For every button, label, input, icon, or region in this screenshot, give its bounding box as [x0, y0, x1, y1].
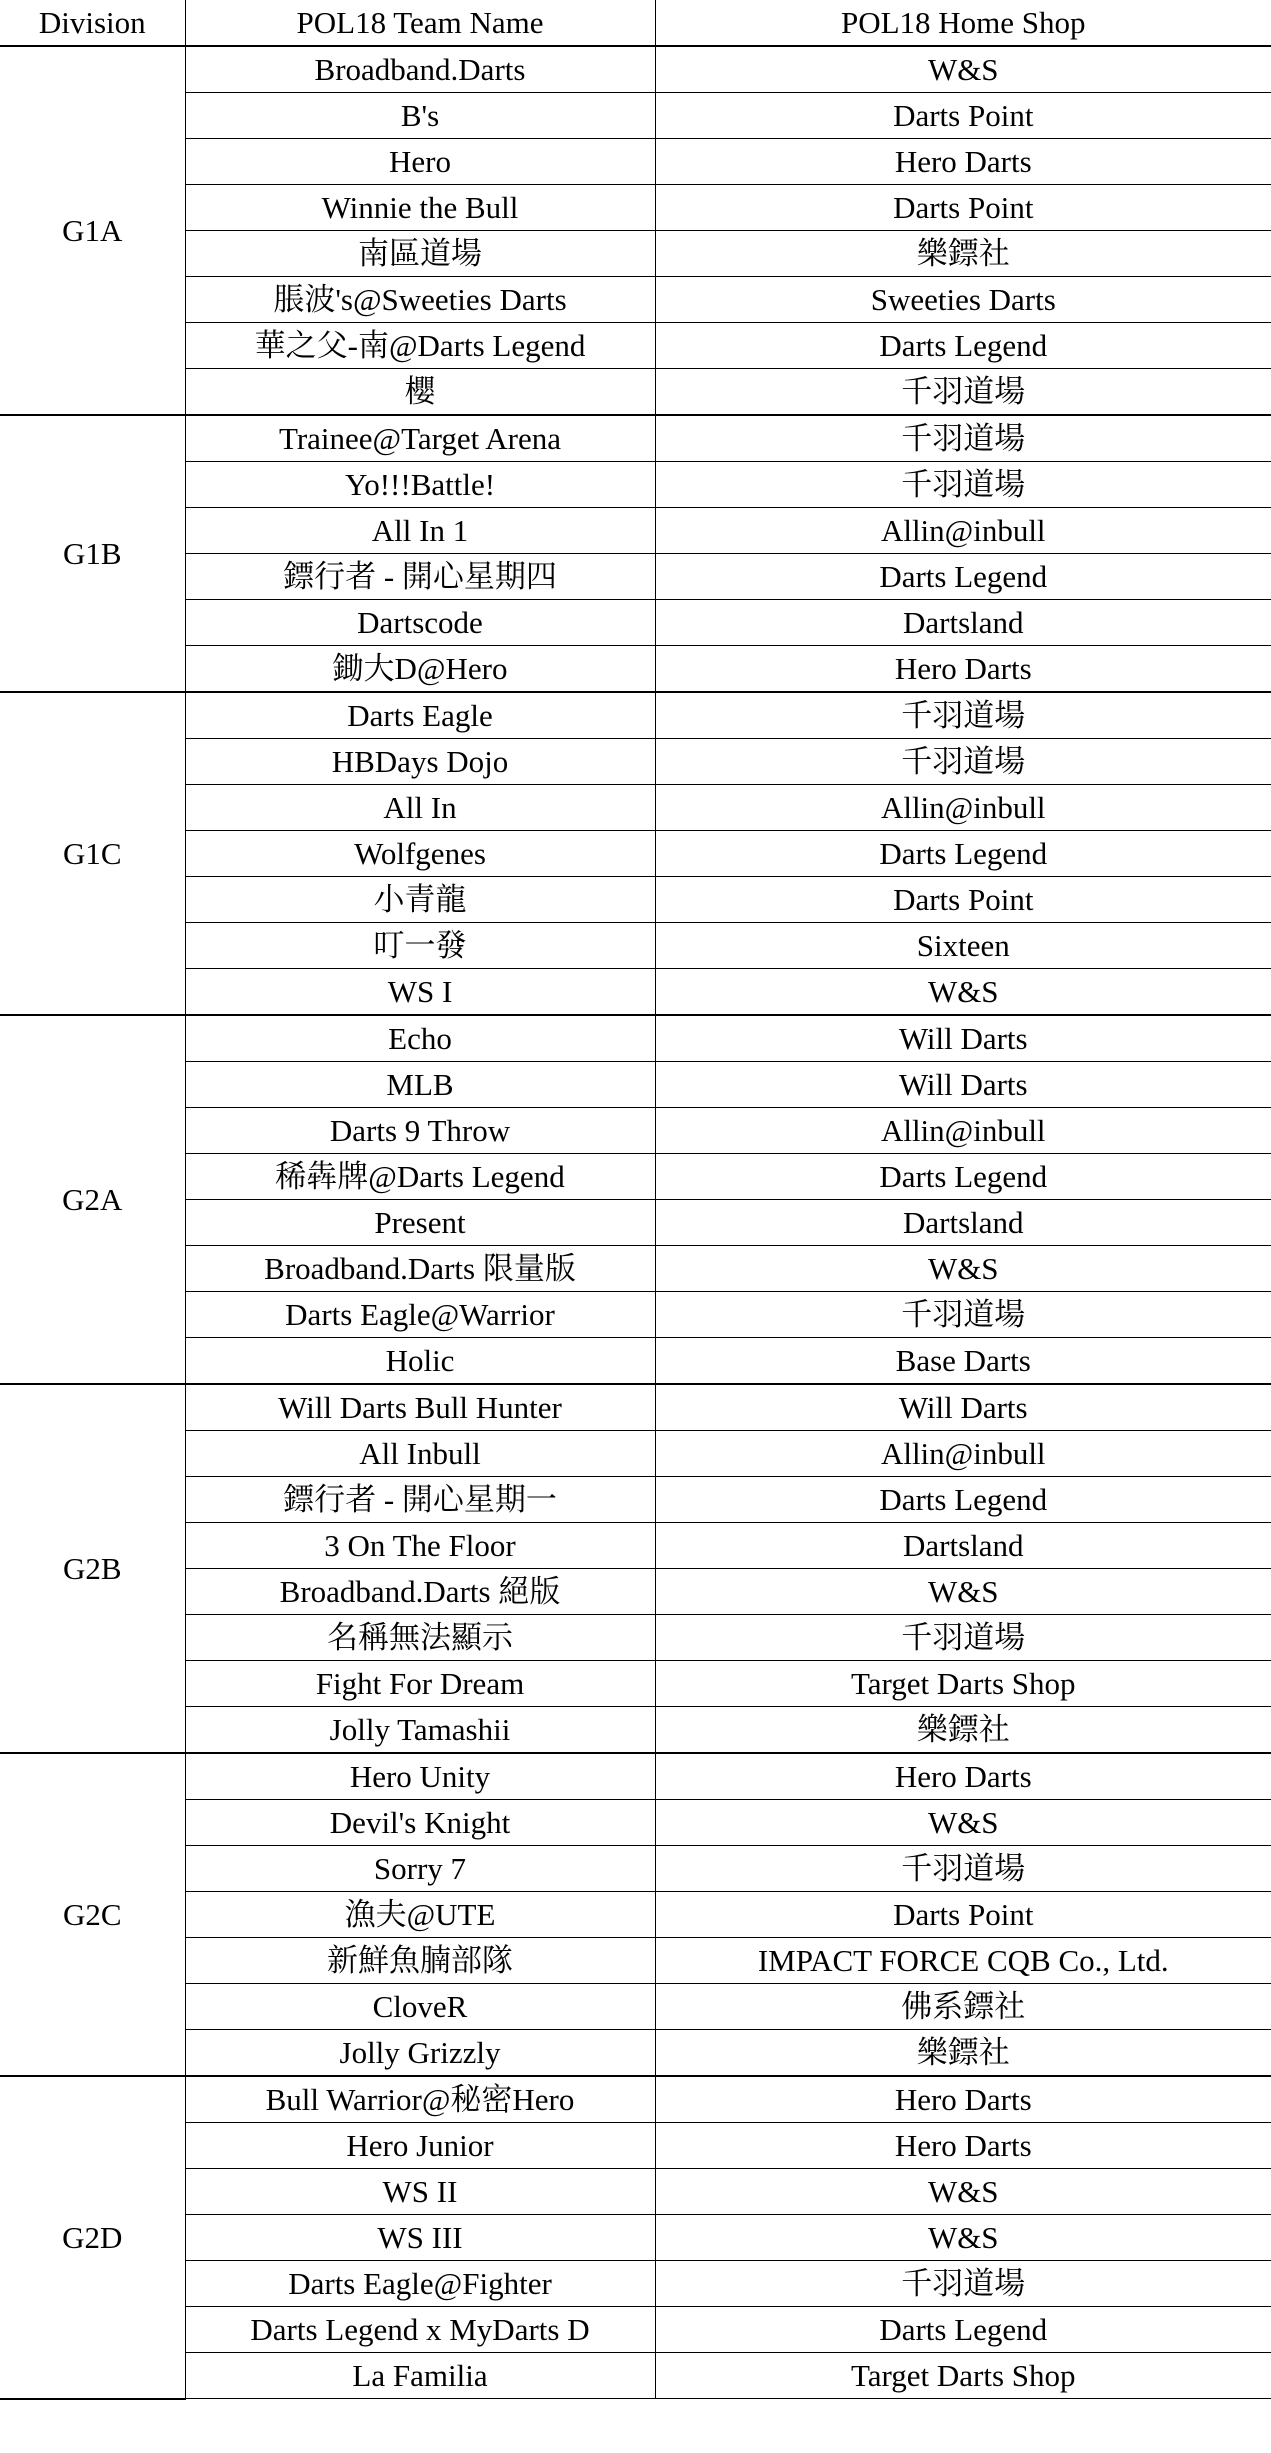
team-name-cell: 南區道場 [185, 231, 655, 277]
table-row [0, 369, 1271, 416]
home-shop-cell: Dartsland [655, 600, 1271, 646]
team-name-cell: 櫻 [185, 369, 655, 416]
team-name-cell: Broadband.Darts 絕版 [185, 1569, 655, 1615]
team-name-cell: Fight For Dream [185, 1661, 655, 1707]
table-row [0, 2307, 1271, 2353]
division-cell: G1C [0, 692, 185, 1015]
table-row [0, 1615, 1271, 1661]
team-name-cell: Hero Unity [185, 1753, 655, 1800]
table-row [0, 1984, 1271, 2030]
division-cell: G2B [0, 1384, 185, 1753]
table-row [0, 1108, 1271, 1154]
table-row [0, 415, 1271, 462]
table-row [0, 785, 1271, 831]
home-shop-cell: Allin@inbull [655, 1431, 1271, 1477]
home-shop-cell: Sixteen [655, 923, 1271, 969]
home-shop-cell: Hero Darts [655, 2076, 1271, 2123]
table-row [0, 2169, 1271, 2215]
team-name-cell: 鋤大D@Hero [185, 646, 655, 693]
table-row [0, 1246, 1271, 1292]
home-shop-cell: IMPACT FORCE CQB Co., Ltd. [655, 1938, 1271, 1984]
home-shop-cell: W&S [655, 2215, 1271, 2261]
team-name-cell: 漁夫@UTE [185, 1892, 655, 1938]
table-row [0, 1154, 1271, 1200]
home-shop-cell: Dartsland [655, 1200, 1271, 1246]
team-name-cell: 脹波's@Sweeties Darts [185, 277, 655, 323]
team-name-cell: Broadband.Darts 限量版 [185, 1246, 655, 1292]
home-shop-cell: Darts Point [655, 877, 1271, 923]
home-shop-cell: W&S [655, 969, 1271, 1016]
home-shop-cell: 千羽道場 [655, 1615, 1271, 1661]
table-row [0, 46, 1271, 93]
team-name-cell: WS I [185, 969, 655, 1016]
home-shop-cell: Darts Legend [655, 323, 1271, 369]
home-shop-cell: Will Darts [655, 1062, 1271, 1108]
team-name-cell: 華之父-南@Darts Legend [185, 323, 655, 369]
team-name-cell: Echo [185, 1015, 655, 1062]
header-row [0, 0, 1271, 46]
table-row [0, 831, 1271, 877]
team-name-cell: Holic [185, 1338, 655, 1385]
team-name-cell: Darts Eagle@Warrior [185, 1292, 655, 1338]
team-name-cell: La Familia [185, 2353, 655, 2399]
home-shop-cell: Target Darts Shop [655, 1661, 1271, 1707]
table-row [0, 1938, 1271, 1984]
team-name-cell: MLB [185, 1062, 655, 1108]
team-name-cell: 鏢行者 - 開心星期一 [185, 1477, 655, 1523]
home-shop-cell: 佛系鏢社 [655, 1984, 1271, 2030]
home-shop-cell: Hero Darts [655, 2123, 1271, 2169]
table-row [0, 508, 1271, 554]
home-shop-header: POL18 Home Shop [655, 0, 1271, 46]
table-row [0, 1800, 1271, 1846]
team-name-cell: All Inbull [185, 1431, 655, 1477]
home-shop-cell: Allin@inbull [655, 508, 1271, 554]
table-row [0, 2215, 1271, 2261]
home-shop-cell: Darts Point [655, 185, 1271, 231]
table-body [0, 46, 1271, 2399]
home-shop-cell: Darts Legend [655, 1154, 1271, 1200]
table-row [0, 1569, 1271, 1615]
team-name-cell: Jolly Grizzly [185, 2030, 655, 2077]
home-shop-cell: Hero Darts [655, 139, 1271, 185]
home-shop-cell: W&S [655, 2169, 1271, 2215]
team-name-cell: Present [185, 1200, 655, 1246]
table-row [0, 1846, 1271, 1892]
team-name-cell: Yo!!!Battle! [185, 462, 655, 508]
team-name-cell: Darts 9 Throw [185, 1108, 655, 1154]
home-shop-cell: 千羽道場 [655, 692, 1271, 739]
table-row [0, 646, 1271, 693]
team-name-cell: WS II [185, 2169, 655, 2215]
team-name-cell: WS III [185, 2215, 655, 2261]
table-row [0, 323, 1271, 369]
table-row [0, 185, 1271, 231]
table-row [0, 692, 1271, 739]
team-name-cell: 叮一發 [185, 923, 655, 969]
home-shop-cell: Hero Darts [655, 1753, 1271, 1800]
team-name-cell: 新鮮魚腩部隊 [185, 1938, 655, 1984]
team-name-cell: Devil's Knight [185, 1800, 655, 1846]
home-shop-cell: Darts Legend [655, 1477, 1271, 1523]
team-name-cell: B's [185, 93, 655, 139]
home-shop-cell: 千羽道場 [655, 415, 1271, 462]
team-name-cell: HBDays Dojo [185, 739, 655, 785]
team-name-cell: Winnie the Bull [185, 185, 655, 231]
team-name-cell: 鏢行者 - 開心星期四 [185, 554, 655, 600]
team-name-cell: Hero Junior [185, 2123, 655, 2169]
home-shop-cell: 千羽道場 [655, 739, 1271, 785]
home-shop-cell: Allin@inbull [655, 1108, 1271, 1154]
team-name-cell: Sorry 7 [185, 1846, 655, 1892]
team-name-cell: Wolfgenes [185, 831, 655, 877]
table-row [0, 1292, 1271, 1338]
table-row [0, 2261, 1271, 2307]
table-row [0, 1477, 1271, 1523]
table-row [0, 739, 1271, 785]
team-name-cell: 名稱無法顯示 [185, 1615, 655, 1661]
table-row [0, 923, 1271, 969]
table-row [0, 2123, 1271, 2169]
team-name-cell: All In 1 [185, 508, 655, 554]
table-row [0, 462, 1271, 508]
team-name-cell: Bull Warrior@秘密Hero [185, 2076, 655, 2123]
home-shop-cell: 千羽道場 [655, 1846, 1271, 1892]
team-name-cell: Jolly Tamashii [185, 1707, 655, 1754]
home-shop-cell: 樂鏢社 [655, 231, 1271, 277]
division-header: Division [0, 0, 185, 46]
table-row [0, 2353, 1271, 2399]
table-row [0, 969, 1271, 1016]
home-shop-cell: Sweeties Darts [655, 277, 1271, 323]
table-row [0, 277, 1271, 323]
table-row [0, 1200, 1271, 1246]
division-cell: G2D [0, 2076, 185, 2399]
table-row [0, 554, 1271, 600]
table-row [0, 877, 1271, 923]
team-name-cell: Hero [185, 139, 655, 185]
table-row [0, 1431, 1271, 1477]
home-shop-cell: W&S [655, 1800, 1271, 1846]
home-shop-cell: W&S [655, 1569, 1271, 1615]
home-shop-cell: 千羽道場 [655, 462, 1271, 508]
home-shop-cell: 樂鏢社 [655, 1707, 1271, 1754]
team-name-cell: Darts Eagle@Fighter [185, 2261, 655, 2307]
table-row [0, 1015, 1271, 1062]
home-shop-cell: Darts Legend [655, 831, 1271, 877]
team-name-cell: Darts Legend x MyDarts D [185, 2307, 655, 2353]
home-shop-cell: 千羽道場 [655, 1292, 1271, 1338]
home-shop-cell: Darts Legend [655, 554, 1271, 600]
home-shop-cell: Darts Point [655, 93, 1271, 139]
team-name-cell: Trainee@Target Arena [185, 415, 655, 462]
table-row [0, 1384, 1271, 1431]
division-cell: G1B [0, 415, 185, 692]
table-row [0, 1062, 1271, 1108]
home-shop-cell: Hero Darts [655, 646, 1271, 693]
home-shop-cell: W&S [655, 1246, 1271, 1292]
division-cell: G1A [0, 46, 185, 415]
team-name-cell: 稀犇牌@Darts Legend [185, 1154, 655, 1200]
table-row [0, 93, 1271, 139]
table-row [0, 600, 1271, 646]
home-shop-cell: Will Darts [655, 1015, 1271, 1062]
home-shop-cell: Dartsland [655, 1523, 1271, 1569]
table-row [0, 139, 1271, 185]
team-name-cell: Darts Eagle [185, 692, 655, 739]
team-name-cell: All In [185, 785, 655, 831]
table-row [0, 1338, 1271, 1385]
team-name-cell: Broadband.Darts [185, 46, 655, 93]
table-row [0, 1523, 1271, 1569]
table-row [0, 1753, 1271, 1800]
home-shop-cell: Will Darts [655, 1384, 1271, 1431]
team-name-cell: Will Darts Bull Hunter [185, 1384, 655, 1431]
home-shop-cell: Allin@inbull [655, 785, 1271, 831]
table-row [0, 2030, 1271, 2077]
table-row [0, 1892, 1271, 1938]
table-row [0, 1661, 1271, 1707]
table-row [0, 1707, 1271, 1754]
team-name-header: POL18 Team Name [185, 0, 655, 46]
home-shop-cell: Target Darts Shop [655, 2353, 1271, 2399]
table-row [0, 2076, 1271, 2123]
team-name-cell: CloveR [185, 1984, 655, 2030]
division-cell: G2A [0, 1015, 185, 1384]
division-cell: G2C [0, 1753, 185, 2076]
team-name-cell: 3 On The Floor [185, 1523, 655, 1569]
home-shop-cell: 樂鏢社 [655, 2030, 1271, 2077]
home-shop-cell: W&S [655, 46, 1271, 93]
home-shop-cell: Darts Point [655, 1892, 1271, 1938]
home-shop-cell: 千羽道場 [655, 2261, 1271, 2307]
home-shop-cell: Darts Legend [655, 2307, 1271, 2353]
team-name-cell: Dartscode [185, 600, 655, 646]
team-name-cell: 小青龍 [185, 877, 655, 923]
table-row [0, 231, 1271, 277]
home-shop-cell: 千羽道場 [655, 369, 1271, 416]
home-shop-cell: Base Darts [655, 1338, 1271, 1385]
